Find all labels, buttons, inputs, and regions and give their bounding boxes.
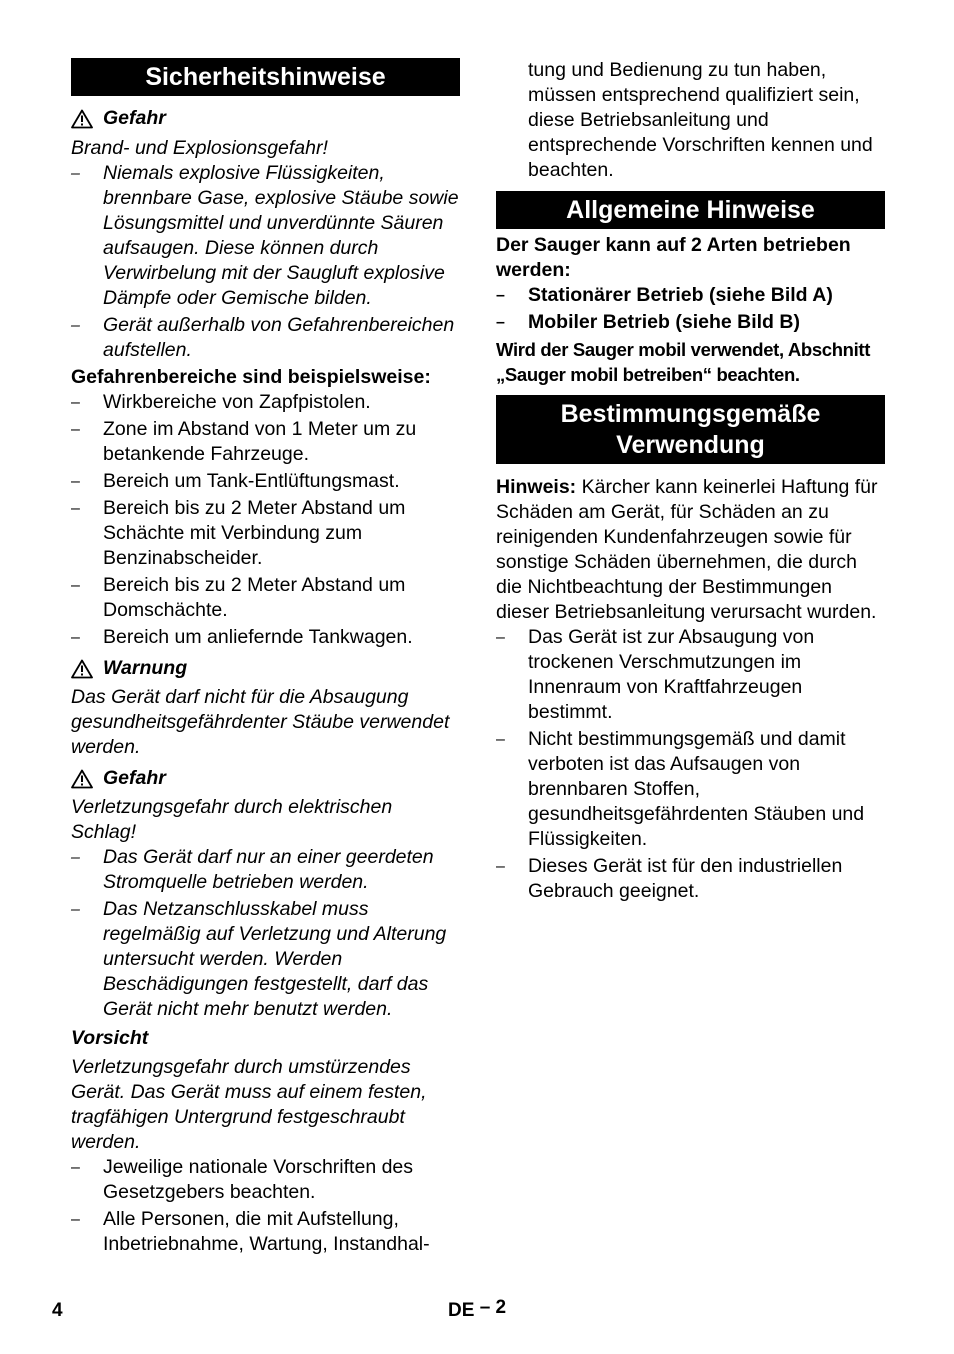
- dash-marker: –: [71, 473, 80, 490]
- danger-heading-1: [71, 106, 460, 131]
- dash-marker: –: [71, 394, 80, 411]
- section-title-line-2: Verwendung: [616, 431, 765, 459]
- list-item: – Das Gerät darf nur an einer geerdeten Stromquelle betrieben werden.: [71, 846, 434, 893]
- note-text: Kärcher kann keinerlei Haftung für Schäden am Gerät, für Schäden an zu reinigenden Kundenfahrzeugen sowie für sonstige Schäden übernehmen, die durch die Nichtbeachtung der Bestimmungen dieser Betriebsanleitung verursacht wurden.: [496, 476, 878, 623]
- intended-use-list: [496, 625, 885, 904]
- danger-list-1: [71, 161, 460, 363]
- warning-triangle-icon: [71, 659, 93, 679]
- list-item: – Alle Personen, die mit Aufstellung, Inbetriebnahme, Wartung, Instandhal-: [71, 1208, 430, 1255]
- dash-marker: –: [496, 629, 505, 646]
- danger-intro-1: Brand- und Explosionsgefahr!: [71, 137, 328, 159]
- dash-marker: –: [71, 577, 80, 594]
- list-item: – Stationärer Betrieb (siehe Bild A): [496, 284, 833, 306]
- list-item: – Dieses Gerät ist für den industriellen Gebrauch geeignet.: [496, 855, 843, 902]
- dash-marker: –: [496, 314, 505, 331]
- dash-marker: –: [71, 1211, 80, 1228]
- section-page-number: 2: [495, 1297, 507, 1318]
- danger-list-2: [71, 845, 460, 1022]
- list-item: – Jeweilige nationale Vorschriften des Gesetzgebers beachten.: [71, 1156, 414, 1203]
- list-item: – Bereich um Tank-Entlüftungsmast.: [71, 470, 400, 492]
- section-title-intended-use: [496, 395, 885, 464]
- list-item: – Bereich um anliefernde Tankwagen.: [71, 626, 413, 648]
- footer-label: [448, 1298, 506, 1323]
- section-title-safety: Sicherheitshinweise: [71, 58, 460, 96]
- caution-list: [71, 1155, 460, 1257]
- dash-marker: –: [496, 731, 505, 748]
- warning-text: Das Gerät darf nicht für die Absaugung gesundheitsgefährdenter Stäube verwendet werden.: [71, 686, 450, 758]
- warning-label: Warnung: [103, 657, 188, 679]
- footer-separator: –: [479, 1297, 491, 1318]
- zones-heading: Gefahrenbereiche sind beispielsweise:: [71, 366, 431, 388]
- danger-heading-2: [71, 766, 460, 791]
- section-title-line-1: Bestimmungsgemäße: [560, 400, 821, 428]
- warning-heading: [71, 656, 460, 681]
- continuation-text: tung und Bedienung zu tun haben, müssen entsprechend qualifiziert sein, diese Betriebsanleitung und entsprechende Vorschriften kennen und beachten.: [528, 59, 873, 181]
- dash-marker: –: [71, 421, 80, 438]
- caution-label: Vorsicht: [71, 1027, 149, 1049]
- list-item: – Wirkbereiche von Zapfpistolen.: [71, 391, 371, 413]
- list-item: – Bereich bis zu 2 Meter Abstand um Schächte mit Verbindung zum Benzinabscheider.: [71, 497, 406, 569]
- list-item: – Zone im Abstand von 1 Meter um zu betankende Fahrzeuge.: [71, 418, 417, 465]
- zones-list: [71, 390, 460, 650]
- dash-marker: –: [71, 849, 80, 866]
- general-note: Wird der Sauger mobil verwendet, Abschnitt „Sauger mobil betreiben“ beachten.: [496, 339, 871, 385]
- dash-marker: –: [71, 165, 80, 182]
- section-title-general: Allgemeine Hinweise: [496, 191, 885, 229]
- list-item: – Das Netzanschlusskabel muss regelmäßig auf Verletzung und Alterung untersucht werden. Werden Beschädigungen festgestellt, darf das Gerät nicht mehr benutzt werden.: [71, 898, 447, 1020]
- language-code: DE: [448, 1300, 475, 1321]
- left-column: [71, 58, 460, 1257]
- dash-marker: –: [71, 629, 80, 646]
- list-item: – Mobiler Betrieb (siehe Bild B): [496, 311, 800, 333]
- list-item: – Das Gerät ist zur Absaugung von trockenen Verschmutzungen im Innenraum von Kraftfahrzeugen bestimmt.: [496, 626, 815, 723]
- general-list: [496, 283, 885, 335]
- general-intro: Der Sauger kann auf 2 Arten betrieben werden:: [496, 234, 851, 281]
- danger-intro-2: Verletzungsgefahr durch elektrischen Schlag!: [71, 796, 393, 843]
- page-number: 4: [52, 1300, 63, 1321]
- right-column: [496, 58, 885, 904]
- dash-marker: –: [496, 287, 505, 304]
- list-item: – Nicht bestimmungsgemäß und damit verboten ist das Aufsaugen von brennbaren Stoffen, gesundheitsgefährdenten Stäuben und Flüssigkeiten.: [496, 728, 865, 850]
- list-item: – Bereich bis zu 2 Meter Abstand um Domschächte.: [71, 574, 406, 621]
- dash-marker: –: [71, 500, 80, 517]
- dash-marker: –: [496, 858, 505, 875]
- caution-text: Verletzungsgefahr durch umstürzendes Gerät. Das Gerät muss auf einem festen, tragfähigen Untergrund festgeschraubt werden.: [71, 1056, 427, 1153]
- dash-marker: –: [71, 1159, 80, 1176]
- danger-label-1: Gefahr: [103, 107, 166, 129]
- dash-marker: –: [71, 901, 80, 918]
- intended-use-note: [496, 475, 885, 625]
- note-label: Hinweis:: [496, 476, 577, 498]
- list-item: – Niemals explosive Flüssigkeiten, brennbare Gase, explosive Stäube sowie Lösungsmittel und unverdünnte Säuren aufsaugen. Diese können durch Verwirbelung mit der Saugluft explosive Dämpfe oder Gemische bilden.: [71, 162, 459, 309]
- warning-triangle-icon: [71, 769, 93, 789]
- list-item: – Gerät außerhalb von Gefahrenbereichen aufstellen.: [71, 314, 455, 361]
- dash-marker: –: [71, 317, 80, 334]
- warning-triangle-icon: [71, 109, 93, 129]
- danger-label-2: Gefahr: [103, 767, 166, 789]
